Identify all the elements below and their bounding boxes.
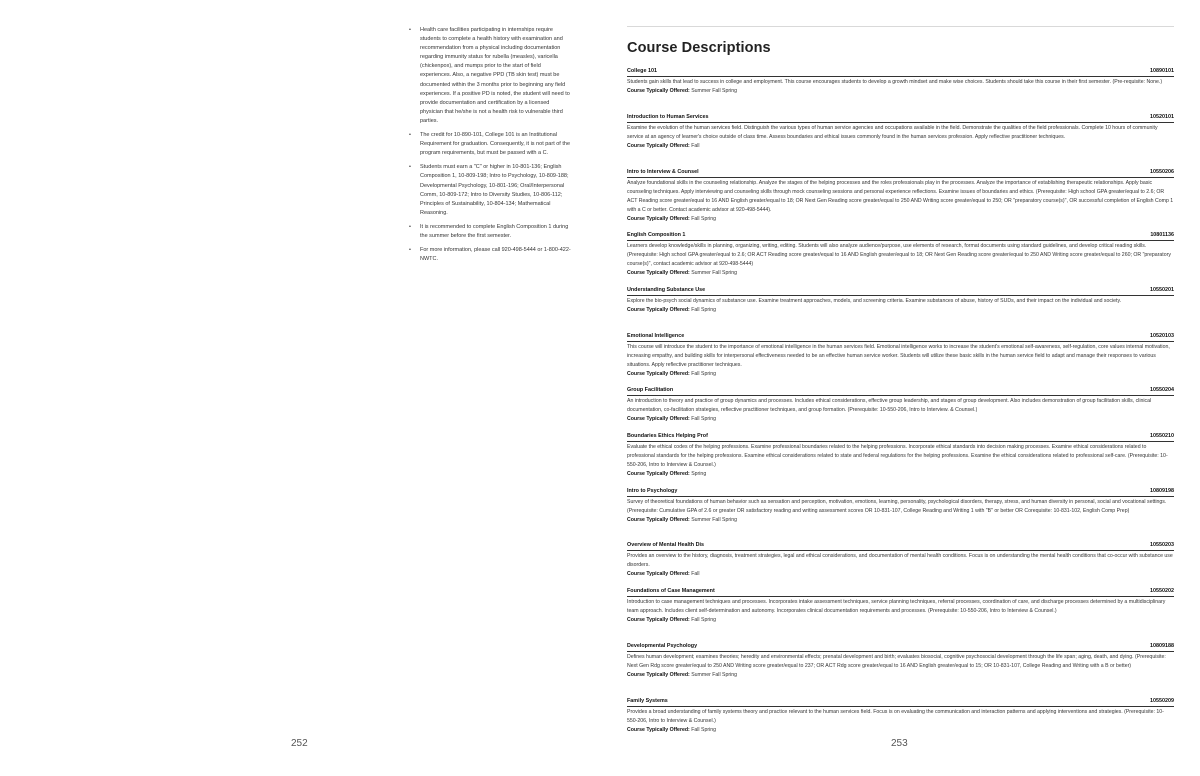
course-entry: [627, 643, 1174, 680]
offered-label: Course Typically Offered:: [627, 516, 690, 523]
course-header: [627, 387, 1174, 396]
offered-terms: Fall: [691, 570, 700, 577]
course-description: An introduction to theory and practice of group dynamics and processes. Includes ethical considerations, effective group leadership, and stages of group development. Also includes demonstration of group facilitation skills, clinical documentation, co-facilitation strategies, reflective practitioner techniques, and group formation. (Prerequisite: 10-550-206, Intro to Interview. & Counsel.): [627, 397, 1152, 413]
course-header: [627, 114, 1174, 123]
course-description: Learners develop knowledge/skills in planning, organizing, writing, editing. Students will also analyze audience/purpose, use elements of research, format documents using standard guidelines, and develop critical reading skills. (Prerequisite: High school GPA greater/equal to 2.6; OR ACT Reading score greater/equal to 16 AND English greater/equal to 18; OR Next Gen Reading score greater/equal to 250 AND Writing score greater/equal to 260; OR "preparatory course(s)", contact academic advisor at 920-498-5444): [627, 242, 1171, 267]
course-offered: [627, 415, 1174, 424]
offered-terms: Fall Spring: [691, 616, 716, 623]
course-description: This course will introduce the student to the importance of emotional intelligence in the human services field. Emotional intelligence works to increase the student's emotional self-awareness, self-regulation, core values internal motivation, increasing empathy, and building skills for interpersonal effectiveness needed to be an effective human service worker. Students will utilize these basic skills in the human service field to adapt and manage their responses to various situations. Apply reflective practitioner techniques.: [627, 343, 1170, 368]
course-header: [627, 287, 1174, 296]
course-name: Foundations of Case Management: [627, 588, 715, 594]
offered-terms: Summer Fall Spring: [691, 87, 738, 94]
course-description: Provides a broad understanding of family systems theory and practice relevant to the human services field. Focus is on evaluating the communication and interaction patterns and applying interventions and strategies. (Prerequisite: 10-550-206, Intro to Interview & Counsel.): [627, 708, 1164, 724]
course-description: Students gain skills that lead to success in college and employment. This course encourages students to develop a growth mindset and make wise choices. Students should take this course in their first semester. (Pre-requisite: None.): [627, 78, 1163, 85]
list-item: • The credit for 10-890-101, College 101 is an Institutional Requirement for graduation. Consequently, it is not part of the program requirements, but must be passed with a C.: [409, 131, 571, 158]
course-offered: [627, 142, 1174, 151]
course-entry: [627, 169, 1174, 224]
course-header: [627, 68, 1174, 77]
course-code: 10550201: [1150, 287, 1174, 293]
course-entry: [627, 387, 1174, 424]
course-description: Evaluate the ethical codes of the helping professions. Examine professional boundaries related to the helping professions. Incorporate ethical standards into decision making processes. Examine ethical considerations related to professional standards for the helping professions. Examine ethical considerations related to state and federal regulations for the helping professions. Examine the ethical considerations related to professional self-care. (Prerequisite: 10-550-206, Intro to Interview & Counsel.): [627, 443, 1168, 468]
course-offered: [627, 87, 1174, 96]
offered-terms: Fall Spring: [691, 215, 716, 222]
requirements-list: [409, 26, 571, 269]
offered-terms: Summer Fall Spring: [691, 516, 738, 523]
course-entry: [627, 698, 1174, 735]
course-offered: [627, 269, 1174, 278]
course-entry: [627, 433, 1174, 479]
offered-terms: Spring: [691, 470, 707, 477]
page-number: 252: [291, 738, 308, 749]
course-code: 10520103: [1150, 333, 1174, 339]
list-item: • It is recommended to complete English Composition 1 during the summer before the first semester.: [409, 223, 571, 241]
offered-label: Course Typically Offered:: [627, 671, 690, 678]
course-code: 10801136: [1150, 232, 1174, 238]
page-number: 253: [891, 738, 908, 749]
offered-label: Course Typically Offered:: [627, 142, 690, 149]
divider: [627, 26, 1174, 27]
offered-label: Course Typically Offered:: [627, 726, 690, 733]
offered-label: Course Typically Offered:: [627, 269, 690, 276]
course-code: 10890101: [1150, 68, 1174, 74]
course-header: [627, 542, 1174, 551]
course-name: English Composition 1: [627, 232, 686, 238]
offered-terms: Summer Fall Spring: [691, 269, 738, 276]
course-description: Analyze foundational skills in the counseling relationship. Analyze the stages of the helping processes and the roles professionals play in the processes. Analyze the importance of establishing therapeutic relationships. Apply basic counseling techniques. Apply interviewing and counseling skills through mock counseling sessions and personal experience reflections. Examine issues of boundaries and ethics. (Prerequisite: High school GPA greater/equal to 2.6; OR ACT Reading score greater/equal to 16 AND English greater/equal to 18; OR Next Gen Reading score greater/equal to 250 AND Writing score greater/equal to 250; OR "preparatory course(s)", OR successful completion of English Comp 1 with a C or better. Contact academic advisor at 920-498-5444).: [627, 179, 1174, 213]
course-description: Survey of theoretical foundations of human behavior such as sensation and perception, motivation, emotions, learning, personality, psychological disorders, therapy, stress, and human diversity in personal, social and vocational settings. (Prerequisite: Cumulative GPA of 2.6 or greater OR satisfactory reading and writing assessment scores OR 10-831-107, College Reading and Writing 1 with "B" or better OR Corequisite: 10-831-102, English Comp Prep): [627, 498, 1167, 514]
course-code: 10809188: [1150, 643, 1174, 649]
course-name: Understanding Substance Use: [627, 287, 706, 293]
course-offered: [627, 726, 1174, 735]
course-name: Introduction to Human Services: [627, 114, 709, 120]
course-code: 10550203: [1150, 542, 1174, 548]
course-name: College 101: [627, 68, 657, 74]
course-entry: [627, 68, 1174, 96]
course-name: Family Systems: [627, 698, 668, 704]
course-name: Emotional Intelligence: [627, 333, 685, 339]
offered-terms: Fall Spring: [691, 370, 716, 377]
course-header: [627, 488, 1174, 497]
offered-label: Course Typically Offered:: [627, 87, 690, 94]
course-name: Developmental Psychology: [627, 643, 698, 649]
course-entry: [627, 232, 1174, 278]
right-page: [600, 0, 1200, 776]
course-entry: [627, 588, 1174, 625]
course-code: 10550206: [1150, 169, 1174, 175]
course-entry: [627, 287, 1174, 315]
course-offered: [627, 470, 1174, 479]
list-item: • For more information, please call 920-498-5444 or 1-800-422-NWTC.: [409, 246, 571, 264]
course-header: [627, 588, 1174, 597]
course-name: Intro to Interview & Counsel: [627, 169, 699, 175]
offered-label: Course Typically Offered:: [627, 616, 690, 623]
offered-terms: Fall: [691, 142, 700, 149]
course-offered: [627, 616, 1174, 625]
offered-label: Course Typically Offered:: [627, 215, 690, 222]
course-offered: [627, 570, 1174, 579]
course-entry: [627, 333, 1174, 379]
course-code: 10550202: [1150, 588, 1174, 594]
course-entry: [627, 542, 1174, 579]
course-offered: [627, 306, 1174, 315]
offered-terms: Fall Spring: [691, 726, 716, 733]
page-title: Course Descriptions: [627, 40, 771, 56]
course-header: [627, 698, 1174, 707]
offered-label: Course Typically Offered:: [627, 415, 690, 422]
offered-label: Course Typically Offered:: [627, 570, 690, 577]
course-header: [627, 169, 1174, 178]
course-name: Group Facilitation: [627, 387, 674, 393]
offered-terms: Fall Spring: [691, 306, 716, 313]
course-header: [627, 433, 1174, 442]
course-offered: [627, 215, 1174, 224]
offered-label: Course Typically Offered:: [627, 306, 690, 313]
course-name: Boundaries Ethics Helping Prof: [627, 433, 708, 439]
course-code: 10550209: [1150, 698, 1174, 704]
offered-label: Course Typically Offered:: [627, 370, 690, 377]
course-offered: [627, 516, 1174, 525]
offered-terms: Summer Fall Spring: [691, 671, 738, 678]
course-entry: [627, 114, 1174, 151]
course-description: Introduction to case management techniques and processes. Incorporates intake assessment techniques, service planning techniques, referral processes, coordination of care, and discharge processes determined by a multidisciplinary team approach. Includes client self-determination and autonomy. Incorporates clinical documentation requirements and processes. (Prerequisite: 10-550-206, Intro to Interview & Counsel.): [627, 598, 1166, 614]
course-name: Intro to Psychology: [627, 488, 678, 494]
list-item: • Health care facilities participating in internships require students to complete a health history with examination and recommendation from a physical including documentation regarding immunity status for rubella (measles), varicella (chickenpox), and mumps prior to the start of field experiences. Also, a negative PPD (TB skin test) must be documented within the 3 months prior to beginning any field experiences. If a positive PD is noted, the student will need to provide documentation and certification by a licensed physician that he/she is not a health risk to vulnerable third parties.: [409, 26, 571, 126]
course-description: Explore the bio-psych social dynamics of substance use. Examine treatment approaches, models, and screening criteria. Examine substances of abuse, history of SUDs, and their impact on the individual and society.: [627, 297, 1122, 304]
course-code: 10550210: [1150, 433, 1174, 439]
course-offered: [627, 370, 1174, 379]
course-description: Defines human development; examines theories; heredity and environmental effects; prenatal development and birth; evaluates biosocial, cognitive psychosocial development through the life span; aging, death, and dying. (Prerequisite: Next Gen Rdg score greater/equal to 250 AND Writing score greater/equal to 237; OR ACT Rdg score greater/equal to 16 AND English greater/equal to 15; OR 10-831-107, College Reading and Writing with a B or better): [627, 653, 1166, 669]
course-code: 10809198: [1150, 488, 1174, 494]
course-code: 10550204: [1150, 387, 1174, 393]
list-item: • Students must earn a "C" or higher in 10-801-136; English Composition 1, 10-809-198; Intro to Psychology, 10-809-188; Developmental Psychology, 10-801-196; Oral/Interpersonal Comm, 10-809-172; Intro to Diversity Studies, 10-806-112; Principles of Sustainability, 10-804-134; Mathematical Reasoning.: [409, 163, 571, 218]
offered-label: Course Typically Offered:: [627, 470, 690, 477]
course-header: [627, 643, 1174, 652]
course-header: [627, 232, 1174, 241]
offered-terms: Fall Spring: [691, 415, 716, 422]
course-name: Overview of Mental Health Dis: [627, 542, 704, 548]
course-header: [627, 333, 1174, 342]
course-description: Provides an overview to the history, diagnosis, treatment strategies, legal and ethical considerations, and documentation of mental health conditions. Focus is on understanding the mental health conditions that co-occur with substance use disorders.: [627, 552, 1173, 568]
course-description: Examine the evolution of the human services field. Distinguish the various types of human service agencies and occupations available in the field. Demonstrate the qualities of the field professionals. Complete 10 hours of community service at an agency of learner's choice outside of class time. Assess boundaries and ethical issues commonly found in the human services profession. Apply reflective practitioner techniques.: [627, 124, 1158, 140]
course-offered: [627, 671, 1174, 680]
course-entry: [627, 488, 1174, 525]
course-code: 10520101: [1150, 114, 1174, 120]
